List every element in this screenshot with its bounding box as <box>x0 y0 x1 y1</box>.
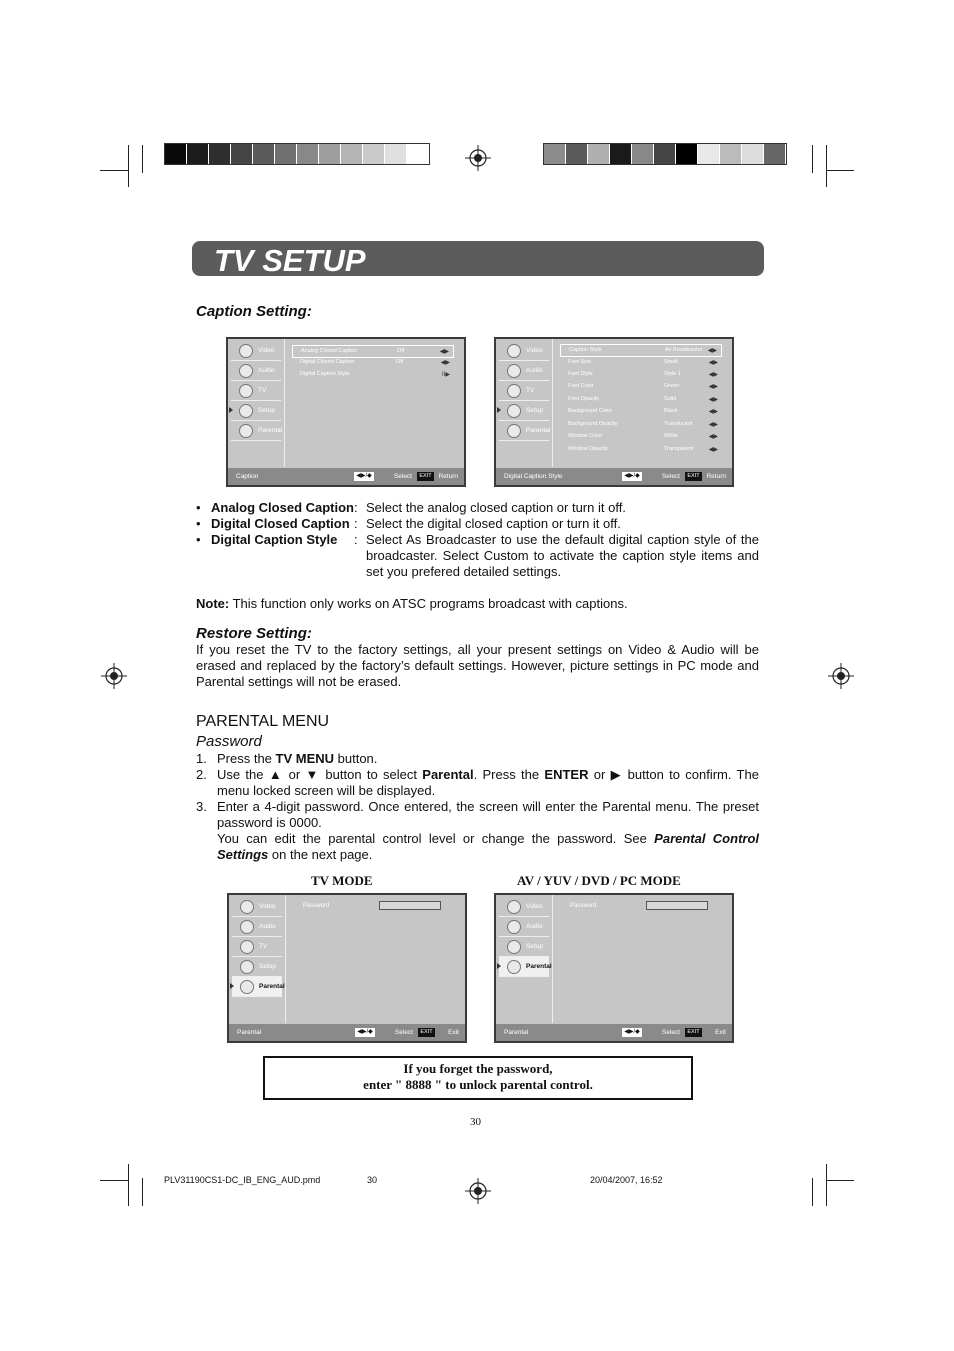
color-bar-left <box>164 143 430 165</box>
side-item-audio: Audio <box>231 361 281 381</box>
side-item-audio: Audio <box>499 917 549 937</box>
color-swatch <box>253 144 275 164</box>
exit-key-icon: EXIT <box>417 472 434 481</box>
caption-setting-heading: Caption Setting: <box>196 303 312 320</box>
nav-keys-icon: ◀▶/◆ <box>622 1028 642 1037</box>
password-steps <box>196 751 759 863</box>
av-mode-password-screen <box>494 893 734 1043</box>
video-icon <box>240 900 254 914</box>
color-swatch <box>187 144 209 164</box>
side-item-setup: Setup <box>231 401 281 421</box>
setup-icon <box>240 960 254 974</box>
color-swatch <box>319 144 341 164</box>
color-swatch <box>297 144 319 164</box>
side-item-parental: Parental <box>232 977 282 997</box>
exit-key-icon: EXIT <box>418 1028 435 1037</box>
forget-password-note: If you forget the password, enter " 8888 " to unlock parental control. <box>263 1056 693 1100</box>
left-right-arrow-icon: ◀▶ <box>439 349 449 355</box>
color-swatch <box>231 144 253 164</box>
password-label: Password <box>303 903 330 909</box>
color-swatch <box>165 144 187 164</box>
option-row: Analog Closed Caption Off ◀▶ <box>292 345 454 358</box>
list-item: • Analog Closed Caption : Select the analog closed caption or turn it off. <box>196 500 626 515</box>
option-row: Digital Caption Style II▶ <box>300 371 450 378</box>
screen-footer: Parental ◀▶/◆ Select EXIT Exit <box>229 1024 465 1041</box>
option-row: Window Color White ◀▶ <box>568 433 718 440</box>
tv-icon <box>239 384 253 398</box>
parental-menu-heading: PARENTAL MENU <box>196 713 330 730</box>
side-item-video: Video <box>232 897 282 917</box>
up-arrow-icon: ▲ <box>268 767 284 782</box>
setup-icon <box>239 404 253 418</box>
left-right-arrow-icon: ◀▶ <box>708 447 718 453</box>
tv-icon <box>507 384 521 398</box>
left-right-arrow-icon: ◀▶ <box>708 397 718 403</box>
color-swatch <box>363 144 385 164</box>
option-row: Font Style Style 1 ◀▶ <box>568 371 718 378</box>
color-swatch <box>720 144 742 164</box>
side-item-video: Video <box>231 341 281 361</box>
color-swatch <box>275 144 297 164</box>
video-icon <box>507 344 521 358</box>
caption-screen <box>226 337 466 487</box>
restore-setting-heading: Restore Setting: <box>196 625 312 642</box>
parental-icon <box>240 980 254 994</box>
parental-icon <box>507 424 521 438</box>
left-right-arrow-icon: ◀▶ <box>708 422 718 428</box>
option-row: Background Color Black ◀▶ <box>568 408 718 415</box>
audio-icon <box>507 920 521 934</box>
side-item-audio: Audio <box>499 361 549 381</box>
page-title: TV SETUP <box>214 243 366 278</box>
color-swatch <box>209 144 231 164</box>
side-item-audio: Audio <box>232 917 282 937</box>
list-item: • Digital Closed Caption : Select the digital closed caption or turn it off. <box>196 516 621 531</box>
color-swatch <box>385 144 407 164</box>
color-swatch <box>610 144 632 164</box>
exit-key-icon: EXIT <box>685 1028 702 1037</box>
side-item-setup: Setup <box>232 957 282 977</box>
left-right-arrow-icon: ◀▶ <box>707 348 717 354</box>
password-input[interactable] <box>646 901 708 910</box>
left-right-arrow-icon: ◀▶ <box>708 384 718 390</box>
right-arrow-icon: ▶ <box>610 767 623 782</box>
side-item-parental: Parental <box>499 421 549 441</box>
list-item: 1. Press the TV MENU button. <box>196 751 378 766</box>
left-right-arrow-icon: ◀▶ <box>708 372 718 378</box>
exit-key-icon: EXIT <box>685 472 702 481</box>
tv-icon <box>240 940 254 954</box>
password-input[interactable] <box>379 901 441 910</box>
side-menu <box>228 339 285 467</box>
down-arrow-icon: ▼ <box>305 767 321 782</box>
screen-footer: Digital Caption Style ◀▶/◆ Select EXIT Return <box>496 468 732 485</box>
left-right-arrow-icon: ◀▶ <box>708 360 718 366</box>
color-swatch <box>632 144 654 164</box>
selected-arrow-icon <box>497 407 501 413</box>
color-swatch <box>566 144 588 164</box>
digital-caption-style-screen <box>494 337 734 487</box>
av-mode-label: AV / YUV / DVD / PC MODE <box>517 873 681 888</box>
nav-keys-icon: ◀▶/◆ <box>354 472 374 481</box>
title-bar <box>192 241 764 276</box>
side-item-tv: TV <box>231 381 281 401</box>
side-item-video: Video <box>499 897 549 917</box>
option-row: Font Color Green ◀▶ <box>568 383 718 390</box>
registration-mark-icon <box>828 663 854 689</box>
color-swatch <box>764 144 786 164</box>
side-menu <box>229 895 286 1023</box>
parental-icon <box>239 424 253 438</box>
audio-icon <box>507 364 521 378</box>
selected-arrow-icon <box>230 983 234 989</box>
selected-arrow-icon <box>497 963 501 969</box>
option-row: Window Opacity Transparent ◀▶ <box>568 446 718 453</box>
side-item-parental: Parental <box>499 957 549 977</box>
audio-icon <box>240 920 254 934</box>
caption-note: Note: This function only works on ATSC programs broadcast with captions. <box>196 596 628 611</box>
parental-icon <box>507 960 521 974</box>
setup-icon <box>507 940 521 954</box>
color-swatch <box>698 144 720 164</box>
left-right-arrow-icon: ◀▶ <box>708 434 718 440</box>
list-item: • Digital Caption Style : Select As Broadcaster to use the default digital caption style of the broadcaster. Select Custom to activate the caption style items and set you prefered detailed settings. <box>196 532 759 579</box>
side-menu <box>496 339 553 467</box>
registration-mark-icon <box>465 1178 491 1204</box>
color-swatch <box>407 144 429 164</box>
nav-keys-icon: ◀▶/◆ <box>622 472 642 481</box>
option-row: Font Size Small ◀▶ <box>568 359 718 366</box>
side-menu <box>496 895 553 1023</box>
side-item-video: Video <box>499 341 549 361</box>
caption-bullet-list <box>196 500 762 580</box>
color-swatch <box>588 144 610 164</box>
footer-page: 30 <box>367 1175 378 1185</box>
side-item-setup: Setup <box>499 401 549 421</box>
screen-footer: Parental ◀▶/◆ Select EXIT Exit <box>496 1024 732 1041</box>
footer-file: PLV31190CS1-DC_IB_ENG_AUD.pmd <box>164 1175 321 1185</box>
password-subheading: Password <box>196 733 262 750</box>
side-item-tv: TV <box>232 937 282 957</box>
color-bar-right <box>543 143 787 165</box>
list-item: 2. Use the ▲ or ▼ button to select Parental. Press the ENTER or ▶ button to confirm. The menu locked screen will be displayed. <box>196 767 759 798</box>
left-right-arrow-icon: ◀▶ <box>708 409 718 415</box>
nav-keys-icon: ◀▶/◆ <box>355 1028 375 1037</box>
footer-date: 20/04/2007, 16:52 <box>590 1175 663 1185</box>
selected-arrow-icon <box>229 407 233 413</box>
tv-mode-password-screen <box>227 893 467 1043</box>
color-swatch <box>341 144 363 164</box>
side-item-tv: TV <box>499 381 549 401</box>
color-swatch <box>742 144 764 164</box>
screen-footer: Caption ◀▶/◆ Select EXIT Return <box>228 468 464 485</box>
audio-icon <box>239 364 253 378</box>
registration-mark-icon <box>465 145 491 171</box>
restore-setting-text: If you reset the TV to the factory settings, all your present settings on Video & Audio will be erased and replaced by the factory’s default settings. However, picture settings in PC mode and Parental settings will not be erased. <box>196 642 759 689</box>
color-swatch <box>654 144 676 164</box>
side-item-setup: Setup <box>499 937 549 957</box>
page-number: 30 <box>470 1116 481 1128</box>
password-label: Password <box>570 903 597 909</box>
option-row: Digital Closed Caption Off ◀▶ <box>300 359 450 366</box>
color-swatch <box>676 144 698 164</box>
video-icon <box>239 344 253 358</box>
option-row: Caption Style As Broadcaster ◀▶ <box>560 344 722 357</box>
left-right-arrow-icon: ◀▶ <box>440 360 450 366</box>
enter-arrow-icon: II▶ <box>442 372 450 378</box>
list-item: 3. Enter a 4-digit password. Once entered, the screen will enter the Parental menu. The preset password is 0000. You can edit the parental control level or change the password. See Parental Control Settings on the next page. <box>196 799 760 862</box>
video-icon <box>507 900 521 914</box>
setup-icon <box>507 404 521 418</box>
tv-mode-label: TV MODE <box>311 873 373 888</box>
registration-mark-icon <box>101 663 127 689</box>
option-row: Background Opacity Translucent ◀▶ <box>568 421 718 428</box>
side-item-parental: Parental <box>231 421 281 441</box>
option-row: Font Opacity Solid ◀▶ <box>568 396 718 403</box>
color-swatch <box>544 144 566 164</box>
